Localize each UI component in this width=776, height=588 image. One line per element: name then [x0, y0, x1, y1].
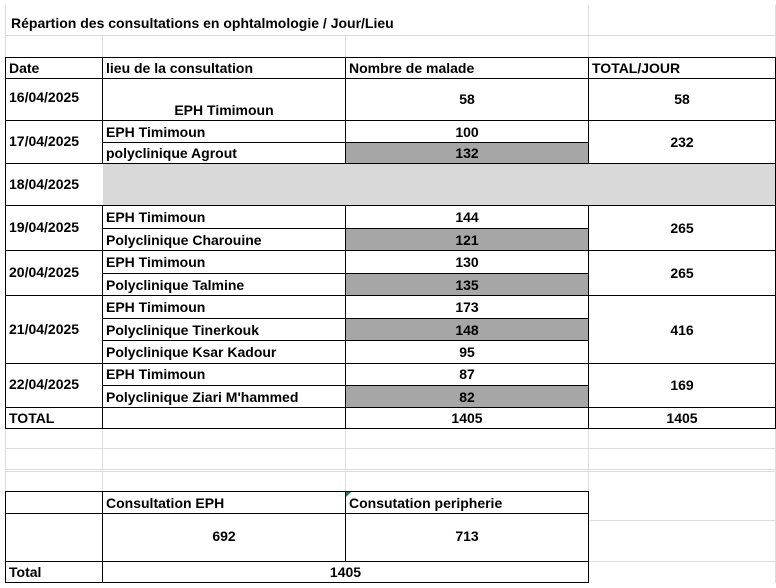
- lieu-cell: EPH Timimoun: [106, 254, 206, 270]
- date-cell: 16/04/2025: [9, 89, 80, 105]
- summary-peripherie-label: Consutation peripherie: [349, 495, 503, 511]
- nombre-cell: 87: [459, 366, 475, 382]
- nombre-cell: 58: [459, 91, 475, 107]
- total-jour-cell: 265: [670, 220, 694, 236]
- lieu-cell: polyclinique Agrout: [106, 145, 237, 161]
- lieu-cell: EPH Timimoun: [106, 209, 206, 225]
- total-label: TOTAL: [9, 410, 55, 426]
- nombre-cell: 100: [455, 124, 479, 140]
- lieu-cell: Polyclinique Charouine: [106, 232, 262, 248]
- sheet-title: Répartion des consultations en ophtalmologie / Jour/Lieu: [11, 15, 394, 31]
- nombre-cell: 135: [455, 277, 479, 293]
- summary-eph-value: 692: [212, 528, 236, 544]
- total-jour-cell: 58: [674, 91, 690, 107]
- nombre-cell: 82: [459, 389, 475, 405]
- date-cell: 18/04/2025: [9, 176, 80, 192]
- total-jour-cell: 416: [670, 322, 694, 338]
- total-jour-cell: 232: [670, 134, 694, 150]
- total-jour-cell: 265: [670, 265, 694, 281]
- total-total-jour: 1405: [666, 410, 698, 426]
- lieu-cell: Polyclinique Ziari M'hammed: [106, 389, 299, 405]
- header-nombre: Nombre de malade: [349, 60, 475, 76]
- nombre-cell: 130: [455, 254, 479, 270]
- summary-eph-label: Consultation EPH: [106, 495, 225, 511]
- date-cell: 20/04/2025: [9, 264, 80, 280]
- date-cell: 19/04/2025: [9, 219, 80, 235]
- date-cell: 22/04/2025: [9, 376, 80, 392]
- summary-total-value: 1405: [329, 564, 362, 580]
- summary-peripherie-value: 713: [455, 528, 479, 544]
- nombre-cell: 121: [455, 232, 479, 248]
- header-lieu: lieu de la consultation: [106, 60, 254, 76]
- lieu-cell: EPH Timimoun: [106, 366, 206, 382]
- lieu-cell: Polyclinique Tinerkouk: [106, 322, 260, 338]
- nombre-cell: 95: [459, 344, 475, 360]
- total-nombre: 1405: [451, 410, 483, 426]
- lieu-cell: EPH Timimoun: [106, 124, 206, 140]
- lieu-cell: EPH Timimoun: [174, 102, 274, 118]
- header-date: Date: [9, 60, 40, 76]
- date-cell: 21/04/2025: [9, 321, 80, 337]
- summary-total-label: Total: [9, 564, 42, 580]
- lieu-cell: Polyclinique Talmine: [106, 277, 245, 293]
- total-jour-cell: 169: [670, 377, 694, 393]
- nombre-cell: 148: [455, 322, 479, 338]
- nombre-cell: 144: [455, 209, 479, 225]
- lieu-cell: EPH Timimoun: [106, 299, 206, 315]
- nombre-cell: 132: [455, 145, 479, 161]
- fill-18-04: [103, 164, 775, 205]
- date-cell: 17/04/2025: [9, 133, 80, 149]
- nombre-cell: 173: [455, 299, 479, 315]
- header-total-jour: TOTAL/JOUR: [592, 60, 681, 76]
- lieu-cell: Polyclinique Ksar Kadour: [106, 344, 277, 360]
